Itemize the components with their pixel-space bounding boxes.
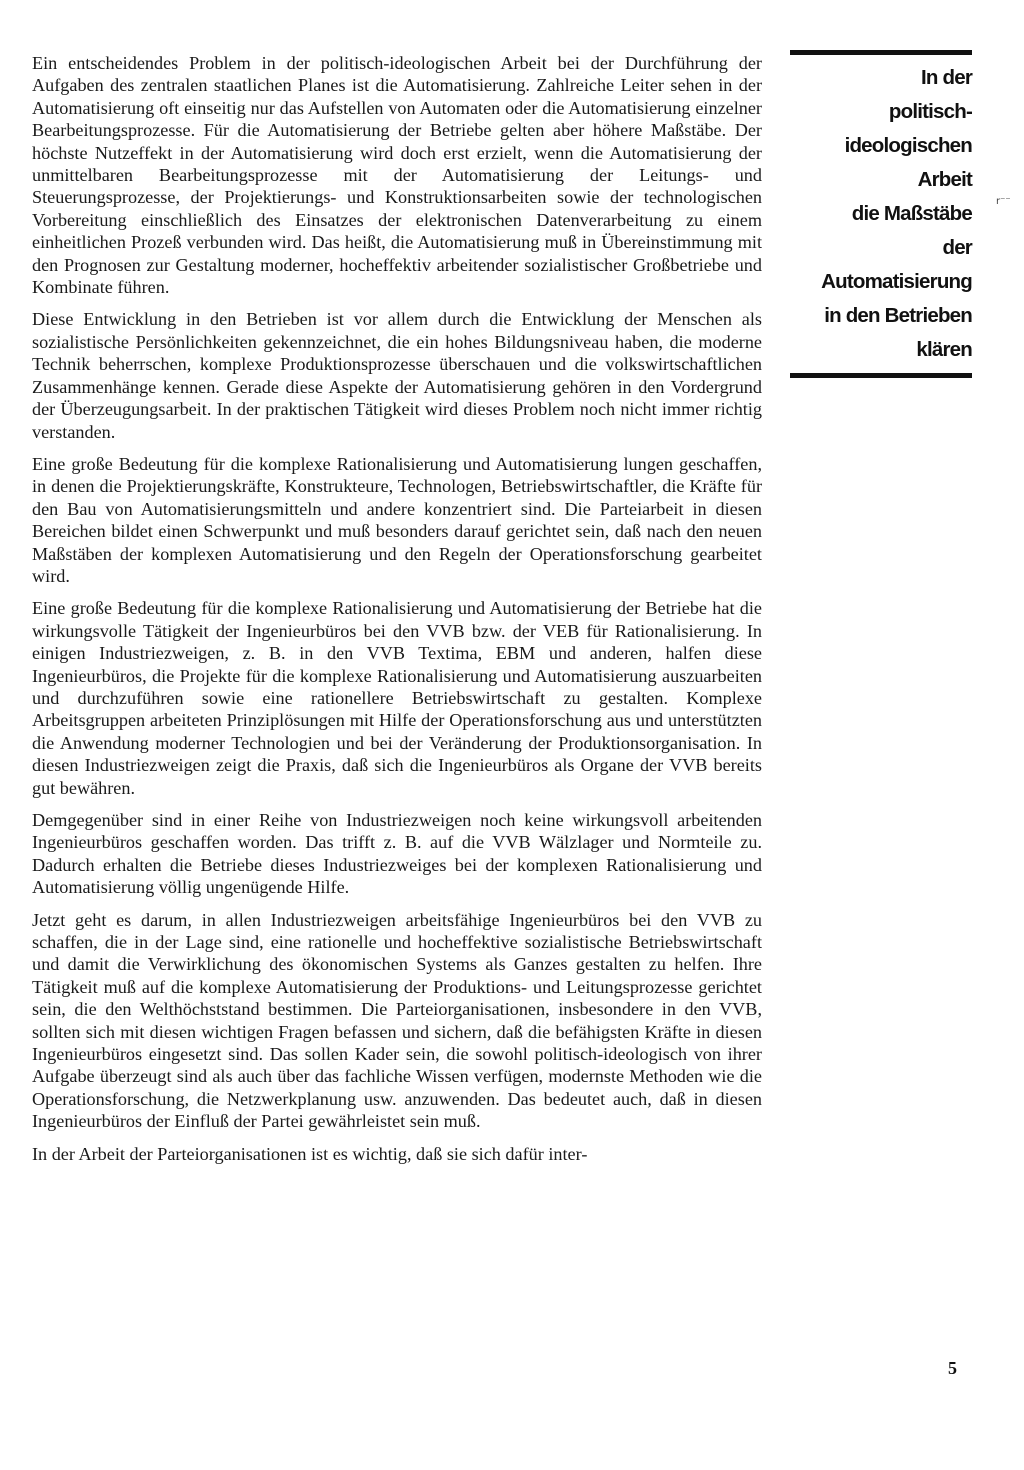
margin-heading-line: in den Betrieben [824,304,972,327]
margin-heading-line: In der [920,66,972,89]
page-number: 5 [948,1358,957,1378]
margin-heading-line: Arbeit [917,168,972,191]
body-paragraph-3: Eine große Bedeutung für die komplexe Rationalisierung und Automatisierung lungen geschaffen, in denen die Projektierungskräfte, Konstrukteure, Technologen, Betriebswirtschaftler, die Kräfte für den Bau von Automatisierungsmitteln und andere konzentriert sind. Die Parteiarbeit in diesen Bereichen bildet einen Schwerpunkt und muß besonders darauf gerichtet sein, daß nach den neuen Maßstäben der komplexen Automatisierung und den Regeln der Operationsforschung gearbeitet wird. [32,453,762,586]
margin-heading-line: die Maßstäbe [851,202,972,225]
body-paragraph-6: Jetzt geht es darum, in allen Industriezweigen arbeitsfähige Ingenieurbüros bei den VVB zu schaffen, die in der Lage sind, eine rationelle und hocheffektive sozialistische Betriebswirtschaft und damit die Verwirklichung des ökonomischen Systems als Ganzes gestalten zu helfen. Ihre Tätigkeit muß auf die komplexe Automatisierung der Produktions- und Leitungsprozesse gerichtet sein, die den Welthöchststand bestimmen. Die Parteiorganisationen, insbesondere in den VVB, sollten sich mit diesen wichtigen Fragen befassen und sichern, daß die befähigsten Kräfte in diesen Ingenieurbüros eingesetzt sind. Das sollen Kader sein, die sowohl politisch-ideologisch von ihrer Aufgabe überzeugt sind als auch über das fachliche Wissen verfügen, modernste Methoden wie die Operationsforschung, die Netzwerkplanung usw. anzuwenden. Das bedeutet auch, daß in diesen Ingenieurbüros der Einfluß der Partei gewährleistet sein muß. [32,909,762,1132]
body-paragraph-5: Demgegenüber sind in einer Reihe von Industriezweigen noch keine wirkungsvoll arbeitenden Ingenieurbüros geschaffen worden. Das trifft z. B. auf die VVB Wälzlager und Normteile zu. Dadurch erhalten die Betriebe dieses Industriezweiges bei der komplexen Rationalisierung und Automatisierung völlig ungenügende Hilfe. [32,810,762,898]
body-paragraph-2: Diese Entwicklung in den Betrieben ist vor allem durch die Entwicklung der Menschen als sozialistische Persönlichkeiten gekennzeichnet, die ein hohes Bildungsniveau haben, die moderne Technik beherrschen, komplexe Produktionsprozesse überschauen und die volkswirtschaftlichen Zusammenhänge kennen. Gerade diese Aspekte der Automatisierung gehören in den Vordergrund der Überzeugungsarbeit. In der praktischen Tätigkeit wird dieses Problem noch nicht immer richtig verstanden. [32,309,762,442]
scan-mark: r⁻⁻ [996,196,1011,207]
margin-heading-line: politisch- [888,100,972,123]
body-paragraph-7: In der Arbeit der Parteiorganisationen ist es wichtig, daß sie sich dafür inter- [32,1143,588,1164]
margin-heading [790,61,972,367]
body-paragraph-1: Ein entscheidendes Problem in der politisch-ideologischen Arbeit bei der Durchführung der Aufgaben des zentralen staatlichen Planes ist die Automatisierung. Zahlreiche Leiter sehen in der Automatisierung oft einseitig nur das Aufstellen von Automaten oder die Automatisierung einzelner Bearbeitungsprozesse. Für die Automatisierung der Betriebe gelten aber höhere Maßstäbe. Der höchste Nutzeffekt in der Automatisierung wird doch erst erzielt, wenn die Automatisierung der unmittelbaren Bearbeitungsprozesse mit der Automatisierung der Leitungs- und Steuerungsprozesse, der Projektierungs- und Konstruktionsarbeiten sowie der technologischen Vorbereitung einschließlich des Einsatzes der elektronischen Datenverarbeitung zu einem einheitlichen Prozeß verbunden wird. Das heißt, die Automatisierung muß in Übereinstimmung mit den Prognosen zur Gestaltung moderner, hocheffektiv arbeitender sozialistischer Großbetriebe und Kombinate führen. [32,53,762,298]
main-text-column [32,52,762,1175]
margin-heading-line: klären [916,338,972,361]
margin-heading-line: ideologischen [844,134,972,157]
margin-heading-box [790,50,972,378]
margin-heading-line: Automatisierung [821,270,972,293]
margin-heading-line: der [942,236,972,259]
body-paragraph-4: Eine große Bedeutung für die komplexe Rationalisierung und Automatisierung der Betriebe hat die wirkungsvolle Tätigkeit der Ingenieurbüros bei den VVB bzw. der VEB für Rationalisierung. In einigen Industriezweigen, z. B. in den VVB Textima, EBM und anderen, halfen diese Ingenieurbüros, die Projekte für die komplexe Rationalisierung und Automatisierung auszuarbeiten und durchzuführen sowie eine rationellere Betriebswirtschaft zu gestalten. Komplexe Arbeitsgruppen arbeiteten Prinziplösungen mit Hilfe der Operationsforschung aus und unterstützten die Anwendung moderner Technologien und bei der Veränderung der Produktionsorganisation. In diesen Industriezweigen zeigt die Praxis, daß sich die Ingenieurbüros als Organe der VVB bereits gut bewähren. [32,598,762,798]
